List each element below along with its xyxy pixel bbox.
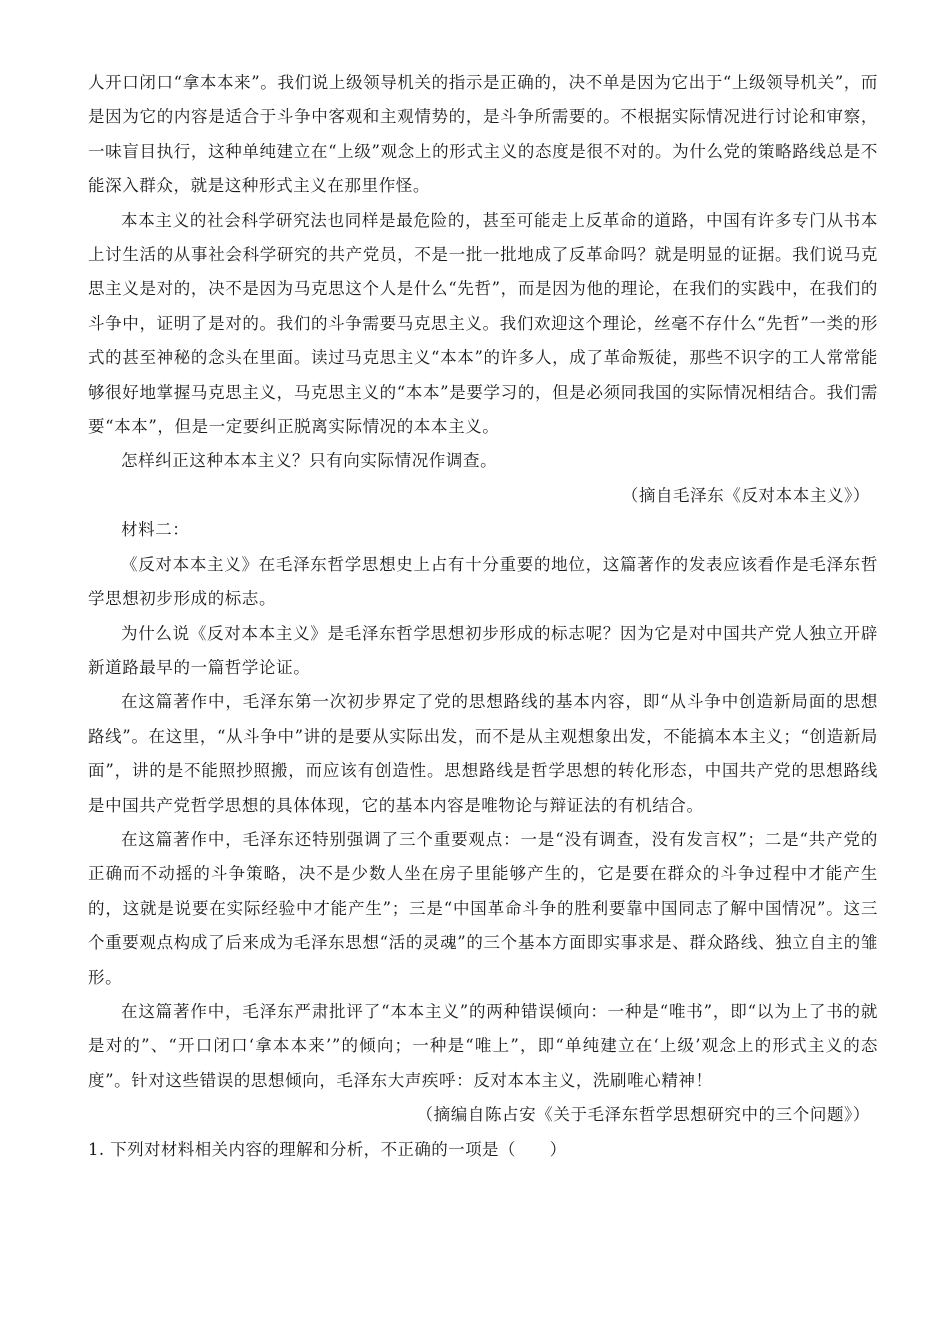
material2-label: 材料二： [121,520,190,540]
material1-paragraph: 本本主义的社会科学研究法也同样是最危险的，甚至可能走上反革命的道路，中国有许多专门从书本上讨生活的从事社会科学研究的共产党员，不是一批一批地成了反革命吗？就是明显的证据。我们说马克思主义是对的，决不是因为马克思这个人是什么“先哲”，而是因为他的理论，在我们的实践中，在我们的斗争中，证明了是对的。我们的斗争需要马克思主义。我们欢迎这个理论，丝毫不存什么“先哲”一类的形式的甚至神秘的念头在里面。读过马克思主义“本本”的许多人，成了革命叛徒，那些不识字的工人常常能够很好地掌握马克思主义，马克思主义的“本本”是要学习的，但是必须同我国的实际情况相结合。我们需要“本本”，但是一定要纠正脱离实际情况的本本主义。 [88,210,878,437]
material1-paragraph: 怎样纠正这种本本主义？只有向实际情况作调查。 [121,451,498,471]
material2-paragraph: 为什么说《反对本本主义》是毛泽东哲学思想初步形成的标志呢？因为它是对中国共产党人独立开辟新道路最早的一篇哲学论证。 [88,623,878,677]
material2-paragraph: 在这篇著作中，毛泽东还特别强调了三个重要观点：一是“没有调查，没有发言权”；二是“共产党的正确而不动摇的斗争策略，决不是少数人坐在房子里能够产生的，它是要在群众的斗争过程中才能产生的，这就是说要在实际经验中才能产生”；三是“中国革命斗争的胜利要靠中国同志了解中国情况”。这三个重要观点构成了后来成为毛泽东思想“活的灵魂”的三个基本方面即实事求是、群众路线、独立自主的雏形。 [88,829,878,987]
material1-source: （摘自毛泽东《反对本本主义》） [621,485,870,505]
material2-paragraph: 《反对本本主义》在毛泽东哲学思想史上占有十分重要的地位，这篇著作的发表应该看作是毛泽东哲学思想初步形成的标志。 [88,554,878,609]
material2-paragraph: 在这篇著作中，毛泽东严肃批评了“本本主义”的两种错误倾向：一种是“唯书”，即“以为上了书的就是对的”、“开口闭口‘拿本本来’”的倾向；一种是“唯上”，即“单纯建立在‘上级’观念上的形式主义的态度”。针对这些错误的思想倾向，毛泽东大声疾呼：反对本本主义，洗刷唯心精神！ [88,1001,878,1090]
material2-paragraph: 在这篇著作中，毛泽东第一次初步界定了党的思想路线的基本内容，即“从斗争中创造新局面的思想路线”。在这里，“从斗争中”讲的是要从实际出发，而不是从主观想象出发，不能搞本本主义；“创造新局面”，讲的是不能照抄照搬，而应该有创造性。思想路线是哲学思想的转化形态，中国共产党的思想路线是中国共产党哲学思想的具体体现，它的基本内容是唯物论与辩证法的有机结合。 [88,692,878,815]
question-stem: 1. 下列对材料相关内容的理解和分析，不正确的一项是（ ） [88,1139,567,1159]
document-page [88,66,878,1167]
material2-source: （摘编自陈占安《关于毛泽东哲学思想研究中的三个问题》） [416,1105,870,1125]
material1-paragraph-continued: 人开口闭口“拿本本来”。我们说上级领导机关的指示是正确的，决不单是因为它出于“上级领导机关”，而是因为它的内容是适合于斗争中客观和主观情势的，是斗争所需要的。不根据实际情况进行讨论和审察，一味盲目执行，这种单纯建立在“上级”观念上的形式主义的态度是很不对的。为什么党的策略路线总是不能深入群众，就是这种形式主义在那里作怪。 [88,73,878,196]
